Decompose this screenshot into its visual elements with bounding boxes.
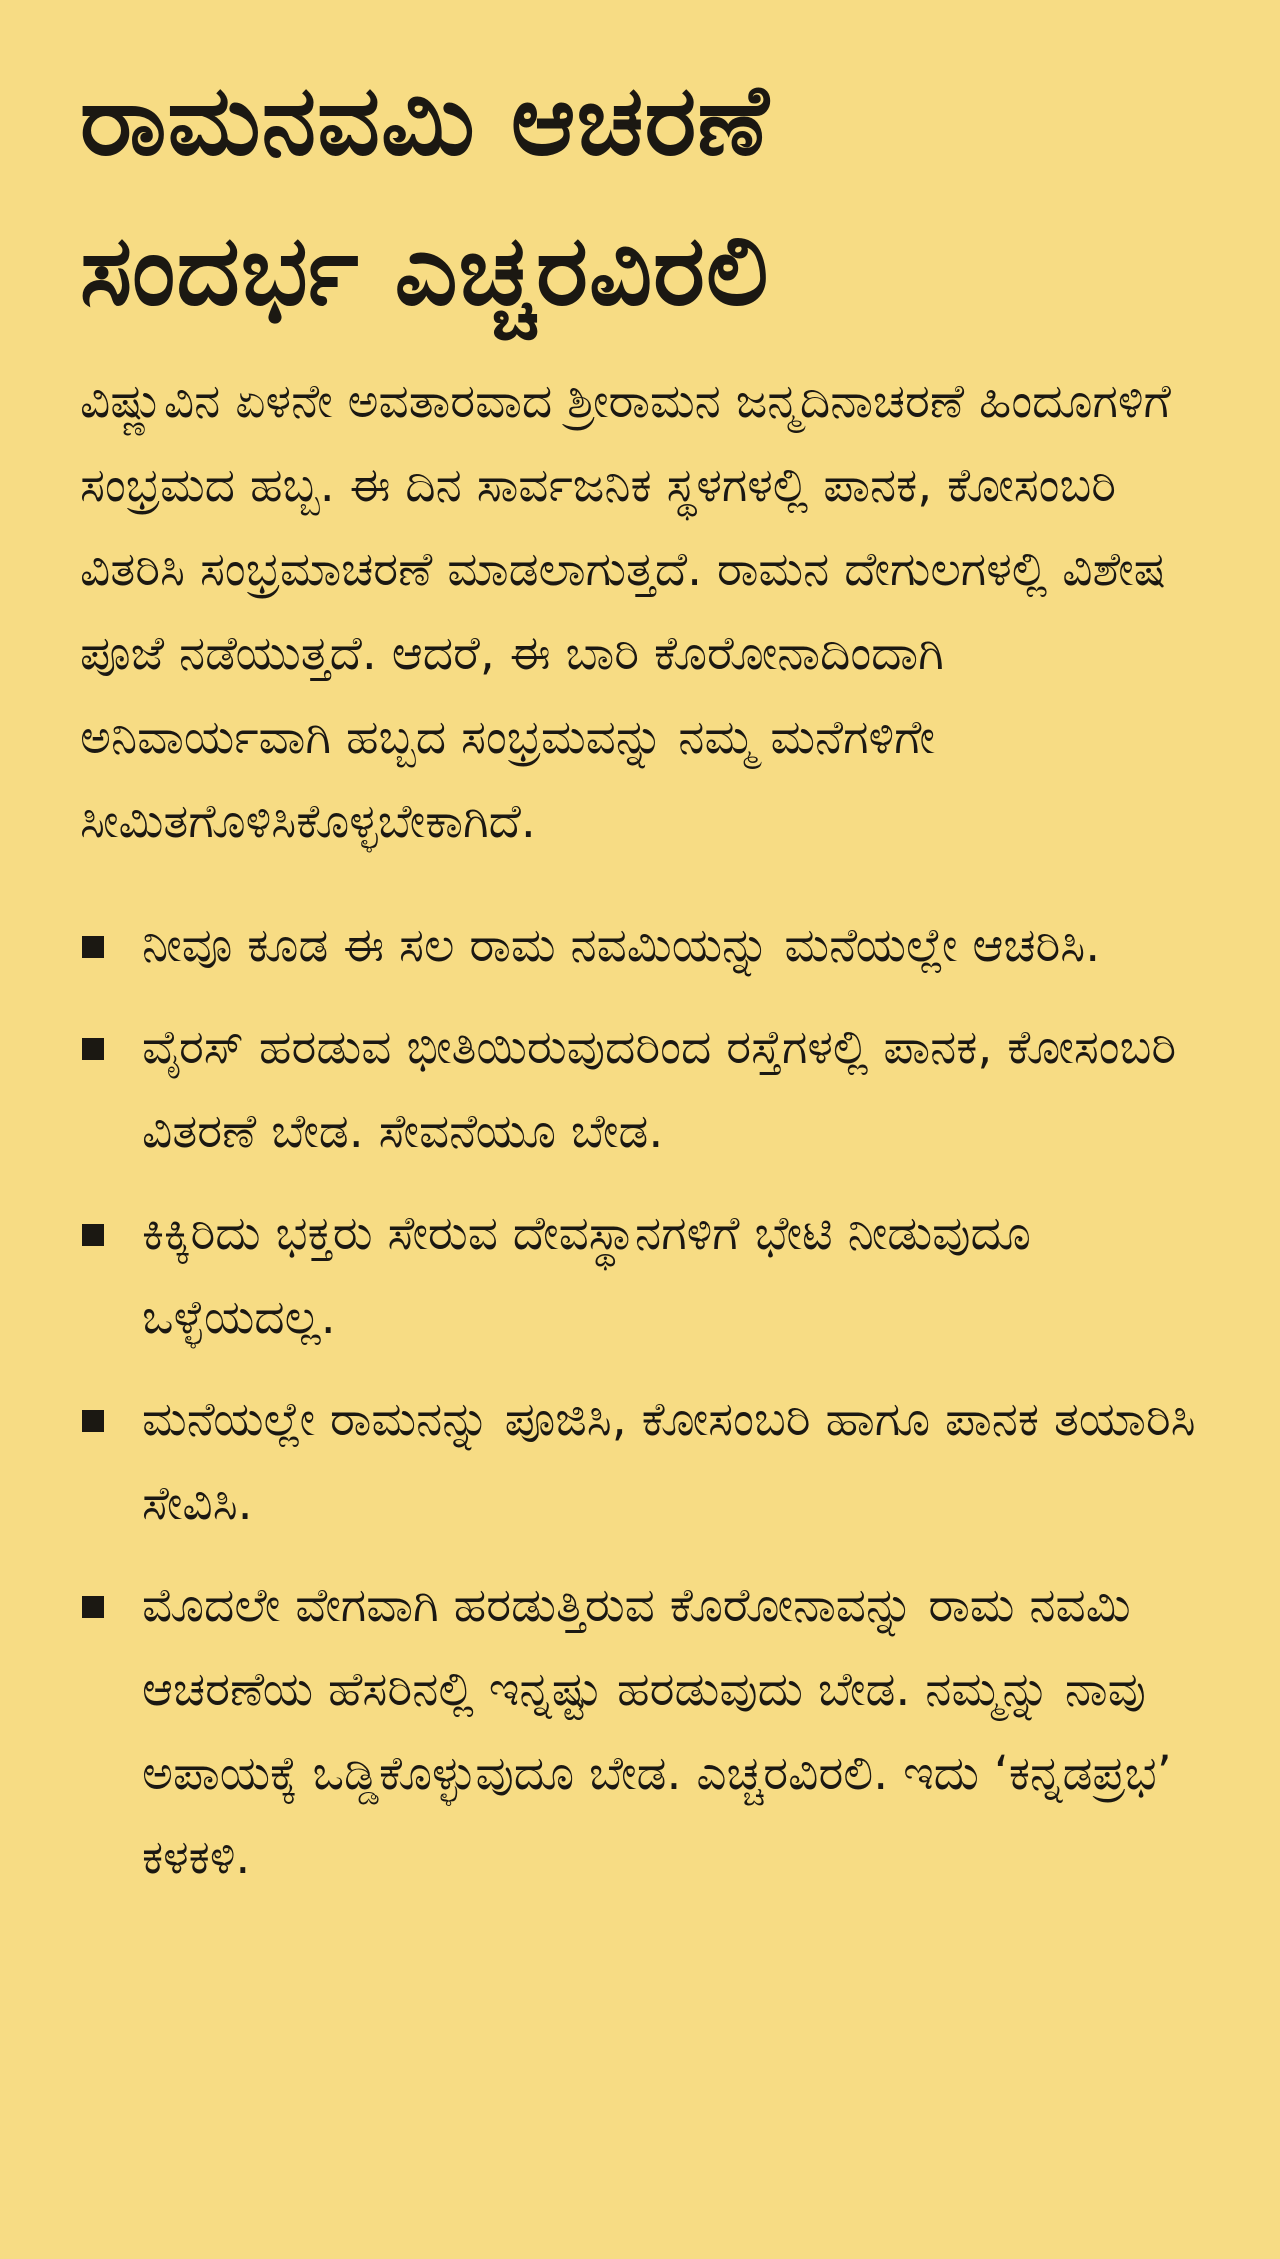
- square-bullet-icon: [82, 936, 104, 958]
- list-item-text: ಮೊದಲೇ ವೇಗವಾಗಿ ಹರಡುತ್ತಿರುವ ಕೊರೋನಾವನ್ನು ರಾಮ ನವಮಿ ಆಚರಣೆಯ ಹೆಸರಿನಲ್ಲಿ ಇನ್ನಷ್ಟು ಹರಡುವುದು ಬೇಡ. ನಮ್ಮನ್ನು ನಾವು ಅಪಾಯಕ್ಕೆ ಒಡ್ಡಿಕೊಳ್ಳುವುದೂ ಬೇಡ. ಎಚ್ಚರವಿರಲಿ. ಇದು ‘ಕನ್ನಡಪ್ರಭ’ ಕಳಕಳಿ.: [142, 1578, 1172, 1885]
- list-item: [80, 904, 1232, 988]
- square-bullet-icon: [82, 1596, 104, 1618]
- square-bullet-icon: [82, 1038, 104, 1060]
- list-item-text: ಮನೆಯಲ್ಲೇ ರಾಮನನ್ನು ಪೂಜಿಸಿ, ಕೋಸಂಬರಿ ಹಾಗೂ ಪಾನಕ ತಯಾರಿಸಿ ಸೇವಿಸಿ.: [142, 1392, 1196, 1531]
- square-bullet-icon: [82, 1224, 104, 1246]
- list-item-text: ವೈರಸ್ ಹರಡುವ ಭೀತಿಯಿರುವುದರಿಂದ ರಸ್ತೆಗಳಲ್ಲಿ ಪಾನಕ, ಕೋಸಂಬರಿ ವಿತರಣೆ ಬೇಡ. ಸೇವನೆಯೂ ಬೇಡ.: [142, 1020, 1177, 1159]
- intro-paragraph: ವಿಷ್ಣುವಿನ ಏಳನೇ ಅವತಾರವಾದ ಶ್ರೀರಾಮನ ಜನ್ಮದಿನಾಚರಣೆ ಹಿಂದೂಗಳಿಗೆ ಸಂಭ್ರಮದ ಹಬ್ಬ. ಈ ದಿನ ಸಾರ್ವಜನಿಕ ಸ್ಥಳಗಳಲ್ಲಿ ಪಾನಕ, ಕೋಸಂಬರಿ ವಿತರಿಸಿ ಸಂಭ್ರಮಾಚರಣೆ ಮಾಡಲಾಗುತ್ತದೆ. ರಾಮನ ದೇಗುಲಗಳಲ್ಲಿ ವಿಶೇಷ ಪೂಜೆ ನಡೆಯುತ್ತದೆ. ಆದರೆ, ಈ ಬಾರಿ ಕೊರೋನಾದಿಂದಾಗಿ ಅನಿವಾರ್ಯವಾಗಿ ಹಬ್ಬದ ಸಂಭ್ರಮವನ್ನು ನಮ್ಮ ಮನೆಗಳಿಗೇ ಸೀಮಿತಗೊಳಿಸಿಕೊಳ್ಳಬೇಕಾಗಿದೆ.: [80, 374, 1171, 849]
- headline-line-2: ಸಂದರ್ಭ ಎಚ್ಚರವಿರಲಿ: [80, 214, 770, 328]
- headline: [80, 46, 1232, 346]
- list-item: [80, 1378, 1232, 1546]
- list-item: [80, 1564, 1232, 1900]
- list-item-text: ನೀವೂ ಕೂಡ ಈ ಸಲ ರಾಮ ನವಮಿಯನ್ನು ಮನೆಯಲ್ಲೇ ಆಚರಿಸಿ.: [142, 918, 1101, 973]
- advice-list: [80, 904, 1232, 1900]
- list-item: [80, 1192, 1232, 1360]
- headline-line-1: ರಾಮನವಮಿ ಆಚರಣೆ: [80, 64, 770, 178]
- list-item: [80, 1006, 1232, 1174]
- square-bullet-icon: [82, 1410, 104, 1432]
- list-item-text: ಕಿಕ್ಕಿರಿದು ಭಕ್ತರು ಸೇರುವ ದೇವಸ್ಥಾನಗಳಿಗೆ ಭೇಟಿ ನೀಡುವುದೂ ಒಳ್ಳೆಯದಲ್ಲ.: [142, 1206, 1031, 1345]
